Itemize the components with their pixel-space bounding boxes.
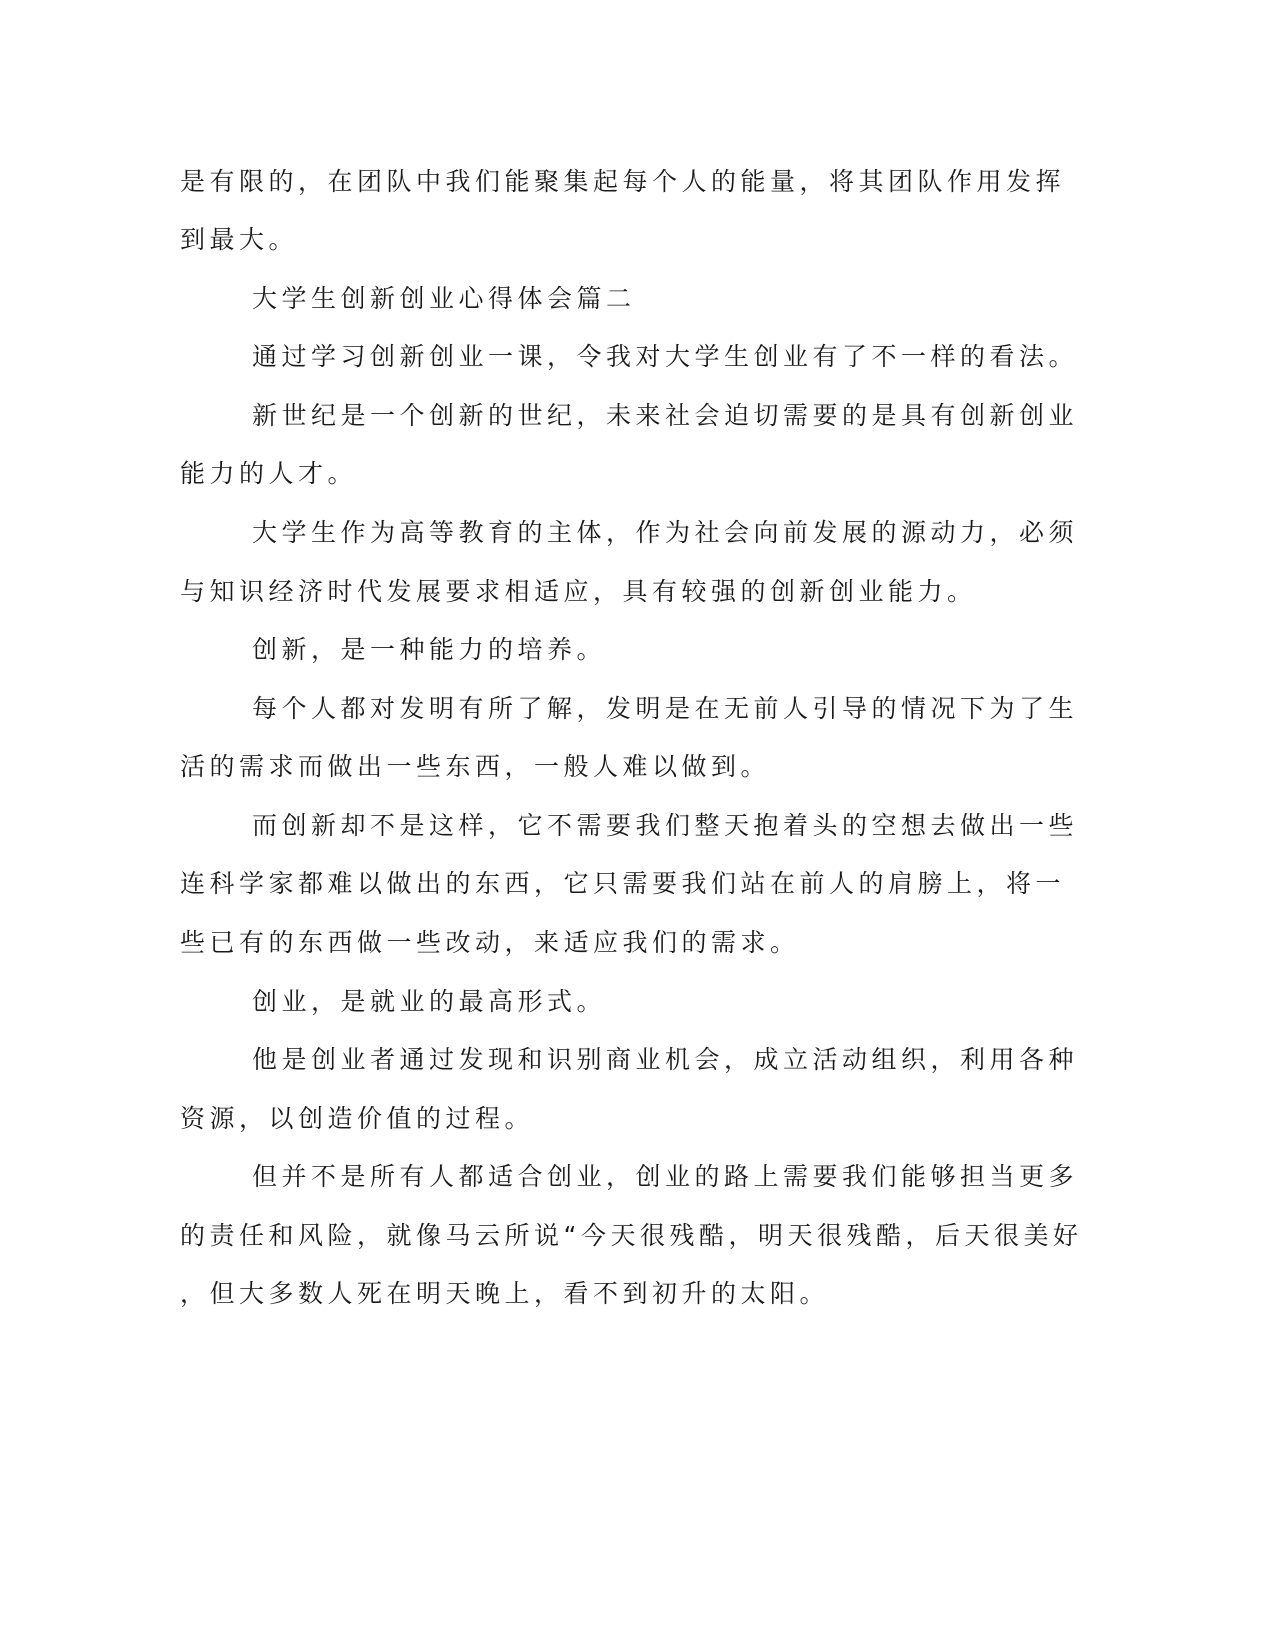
paragraph-start: 大学生作为高等教育的主体，作为社会向前发展的源动力，必须 (252, 518, 1079, 547)
text-line: 活的需求而做出一些东西，一般人难以做到。 (180, 752, 771, 781)
text-line: 能力的人才。 (180, 459, 358, 488)
text-line: 连科学家都难以做出的东西，它只需要我们站在前人的肩膀上，将一 (180, 869, 1066, 898)
text-line: 是有限的，在团队中我们能聚集起每个人的能量，将其团队作用发挥 (180, 167, 1066, 196)
paragraph-start: 通过学习创新创业一课，令我对大学生创业有了不一样的看法。 (252, 342, 1079, 371)
text-line: 资源，以创造价值的过程。 (180, 1104, 535, 1133)
text-line: 的责任和风险，就像马云所说“今天很残酷，明天很残酷，后天很美好 (180, 1221, 1083, 1250)
paragraph-start: 新世纪是一个创新的世纪，未来社会迫切需要的是具有创新创业 (252, 401, 1079, 430)
paragraph-start: 创新，是一种能力的培养。 (252, 635, 607, 664)
paragraph-start: 而创新却不是这样，它不需要我们整天抱着头的空想去做出一些 (252, 811, 1079, 840)
paragraph-start: 他是创业者通过发现和识别商业机会，成立活动组织，利用各种 (252, 1045, 1079, 1074)
paragraph-start: 创业，是就业的最高形式。 (252, 987, 607, 1016)
paragraph-start: 但并不是所有人都适合创业，创业的路上需要我们能够担当更多 (252, 1162, 1079, 1191)
text-line: 些已有的东西做一些改动，来适应我们的需求。 (180, 928, 800, 957)
text-line: 到最大。 (180, 225, 299, 254)
paragraph-start: 每个人都对发明有所了解，发明是在无前人引导的情况下为了生 (252, 694, 1079, 723)
section-heading: 大学生创新创业心得体会篇二 (252, 284, 636, 313)
text-line: 与知识经济时代发展要求相适应，具有较强的创新创业能力。 (180, 577, 977, 606)
text-line: ，但大多数人死在明天晚上，看不到初升的太阳。 (180, 1279, 830, 1308)
